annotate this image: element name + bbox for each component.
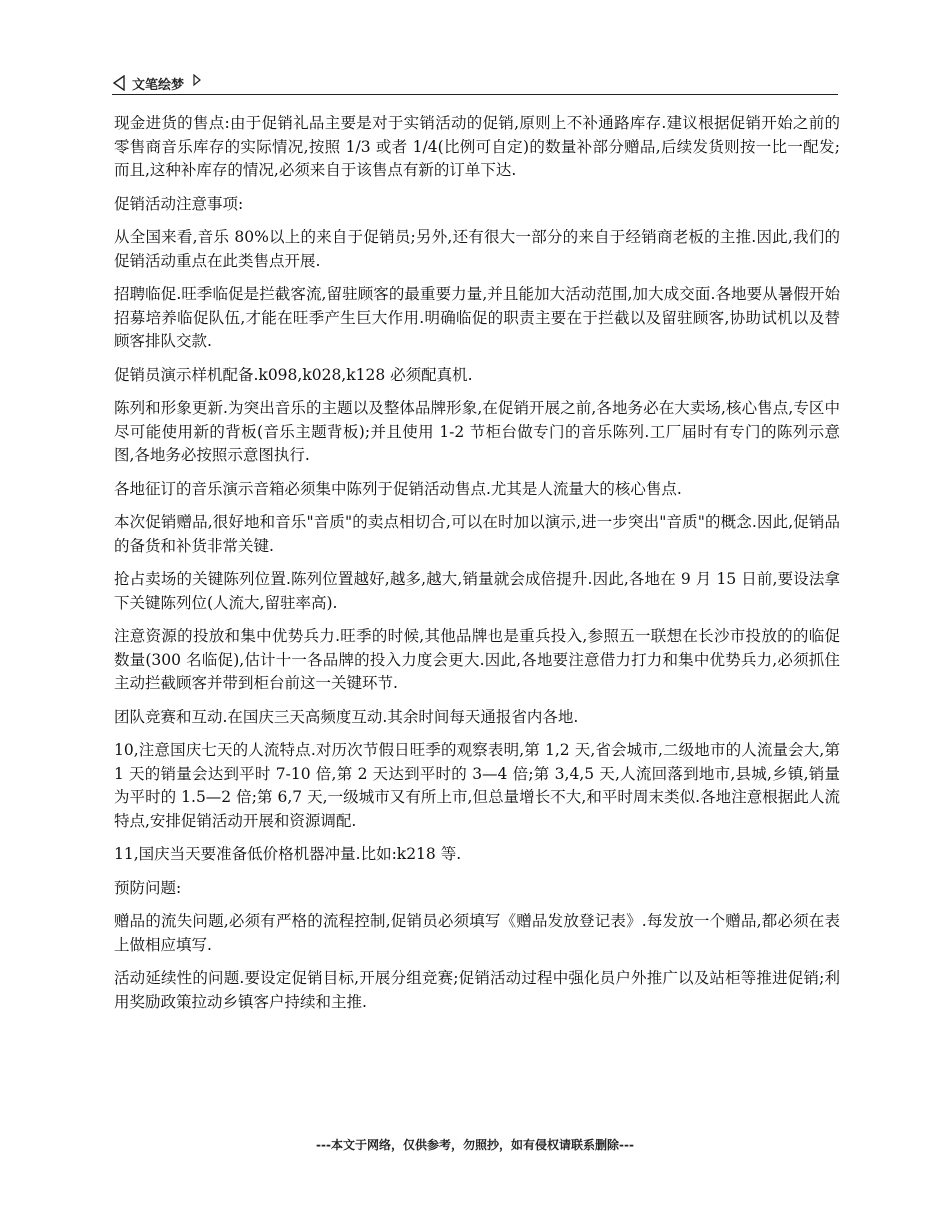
paragraph: 现金进货的售点:由于促销礼品主要是对于实销活动的促销,原则上不补通路库存.建议根据促销开始之前的零售商音乐库存的实际情况,按照 1/3 或者 1/4(比例可自定)的数量补部分赠品,后续发货则按一比一配发;而且,这种补库存的情况,必须来自于该售点有新的订单下达. [114,114,840,179]
triangle-left-outline-icon [112,75,126,91]
page-footer: ---本文于网络，仅供参考，勿照抄，如有侵权请联系删除--- [316,1138,634,1152]
paragraph: 从全国来看,音乐 80%以上的来自于促销员;另外,还有很大一部分的来自于经销商老板的主推.因此,我们的促销活动重点在此类售点开展. [114,228,840,270]
paragraph: 本次促销赠品,很好地和音乐"音质"的卖点相切合,可以在时加以演示,进一步突出"音质"的概念.因此,促销品的备货和补货非常关键. [114,513,840,555]
paragraph: 赠品的流失问题,必须有严格的流程控制,促销员必须填写《赠品发放登记表》.每发放一个赠品,都必须在表上做相应填写. [114,912,840,954]
paragraph: 注意资源的投放和集中优势兵力.旺季的时候,其他品牌也是重兵投入,参照五一联想在长沙市投放的的临促数量(300 名临促),估计十一各品牌的投入力度会更大.因此,各地要注意借力打力和集中优势兵力,必须抓住主动拦截顾客并带到柜台前这一关键环节. [114,627,840,692]
header-title: 文笔绘梦 [132,77,185,93]
paragraph: 各地征订的音乐演示音箱必须集中陈列于促销活动售点.尤其是人流量大的核心售点. [114,479,682,498]
paragraph: 促销员演示样机配备.k098,k028,k128 必须配真机. [114,365,473,384]
document-body [114,112,840,1024]
paragraph: 抢占卖场的关键陈列位置.陈列位置越好,越多,越大,销量就会成倍提升.因此,各地在 9 月 15 日前,要设法拿下关键陈列位(人流大,留驻率高). [114,570,840,612]
paragraph: 11,国庆当天要准备低价格机器冲量.比如:k218 等. [114,845,462,863]
page-header [112,72,838,95]
paragraph: 预防问题: [114,878,182,897]
paragraph: 招聘临促.旺季临促是拦截客流,留驻顾客的最重要力量,并且能加大活动范围,加大成交面.各地要从暑假开始招募培养临促队伍,才能在旺季产生巨大作用.明确临促的职责主要在于拦截以及留驻顾客,协助试机以及替顾客排队交款. [114,285,840,350]
paragraph: 陈列和形象更新.为突出音乐的主题以及整体品牌形象,在促销开展之前,各地务必在大卖场,核心售点,专区中尽可能使用新的背板(音乐主题背板);并且使用 1-2 节柜台做专门的音乐陈列.工厂届时有专门的陈列示意图,各地务必按照示意图执行. [114,399,840,464]
paragraph: 10,注意国庆七天的人流特点.对历次节假日旺季的观察表明,第 1,2 天,省会城市,二级地市的人流量会大,第 1 天的销量会达到平时 7-10 倍,第 2 天达到平时的 3—4 倍;第 3,4,5 天,人流回落到地市,县城,乡镇,销量为平时的 1.5—2 倍;第 6,7 天,一级城市又有所上市,但总量增长不大,和平时周末类似.各地注意根据此人流特点,安排促销活动开展和资源调配. [114,741,840,830]
paragraph: 团队竞赛和互动.在国庆三天高频度互动.其余时间每天通报省内各地. [114,707,579,726]
paragraph: 活动延续性的问题.要设定促销目标,开展分组竞赛;促销活动过程中强化员户外推广以及站柜等推进促销;利用奖励政策拉动乡镇客户持续和主推. [114,969,840,1011]
paragraph: 促销活动注意事项: [114,194,244,213]
triangle-right-outline-icon [192,74,202,86]
